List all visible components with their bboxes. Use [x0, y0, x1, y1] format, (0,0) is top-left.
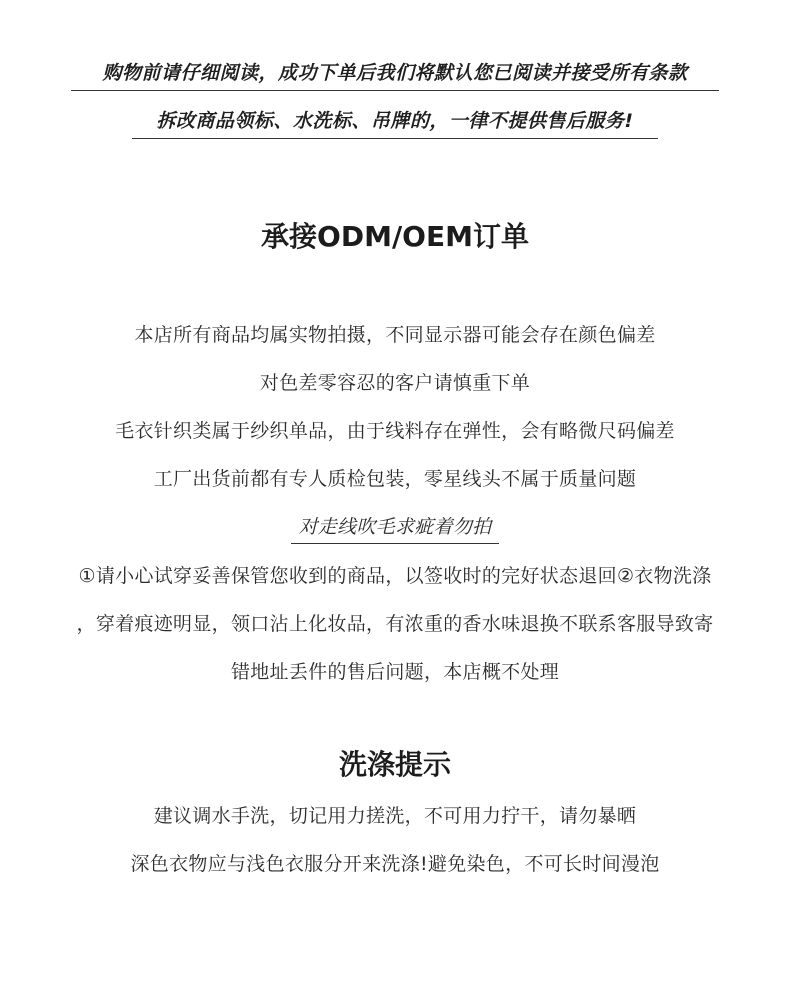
- notice-underline-2: [132, 138, 658, 139]
- odm-line-3: 毛衣针织类属于纱织单品，由于线料存在弹性，会有略微尺码偏差: [115, 420, 675, 442]
- wash-title: 洗涤提示: [338, 748, 451, 781]
- odm-line-2: 对色差零容忍的客户请慎重下单: [259, 372, 531, 394]
- notice-underline-1: [71, 90, 719, 91]
- odm-line-7: ，穿着痕迹明显，领口沾上化妆品，有浓重的香水味退换不联系客服导致寄: [76, 613, 714, 635]
- odm-title: 承接ODM/OEM订单: [261, 220, 529, 253]
- wash-line-2: 深色衣物应与浅色衣服分开来洗涤!避免染色，不可长时间漫泡: [130, 853, 660, 875]
- wash-line-1: 建议调水手洗，切记用力搓洗，不可用力拧干，请勿暴晒: [153, 805, 637, 827]
- odm-note-underline: [291, 543, 499, 544]
- odm-line-1: 本店所有商品均属实物拍摄，不同显示器可能会存在颜色偏差: [134, 324, 656, 346]
- odm-line-6: ①请小心试穿妥善保管您收到的商品，以签收时的完好状态退回②衣物洗涤: [78, 565, 712, 587]
- odm-line-8: 错地址丢件的售后问题，本店概不处理: [230, 661, 560, 683]
- notice-line-1: 购物前请仔细阅读，成功下单后我们将默认您已阅读并接受所有条款: [102, 62, 688, 84]
- odm-line-4: 工厂出货前都有专人质检包装，零星线头不属于质量问题: [153, 468, 637, 490]
- odm-line-5: 对走线吹毛求疵着勿拍: [298, 516, 492, 538]
- notice-line-2: 拆改商品领标、水洗标、吊牌的，一律不提供售后服务!: [156, 110, 634, 132]
